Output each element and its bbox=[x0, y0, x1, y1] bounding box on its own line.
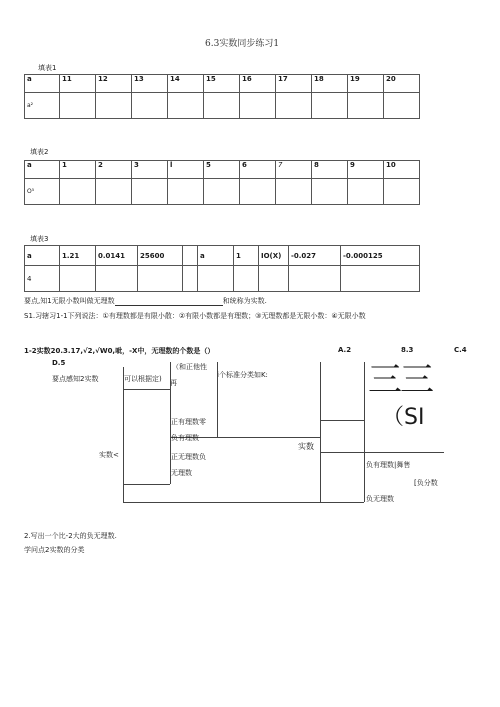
negative-irrational-text: 负无理数 bbox=[366, 495, 394, 503]
table2 bbox=[24, 160, 420, 205]
table2-empty-cell bbox=[132, 179, 168, 205]
question-2: 2.写出一个比-2大的负无理数. bbox=[24, 532, 117, 540]
table1-cell: 12 bbox=[96, 75, 132, 93]
negative-rational-text-2: 负有理数|舞售 bbox=[366, 461, 411, 469]
table1-empty-cell bbox=[132, 93, 168, 119]
table1-cell: 14 bbox=[168, 75, 204, 93]
table3-empty-cell bbox=[289, 266, 341, 292]
frame-vline bbox=[217, 362, 218, 437]
practice-1-1: S1.习辖习1-1下列说法：①有理数都是有限小散：②有限小数都是有理数；③无理数都是无限小数：④无限小数 bbox=[24, 312, 366, 320]
keypoint1-pre: 要点,知1无限小数叫做无理数 bbox=[24, 297, 115, 305]
table3-empty-cell bbox=[198, 266, 234, 292]
frame-hline bbox=[320, 452, 364, 453]
table3-cell: -0.000125 bbox=[341, 246, 420, 266]
table1-cell: 20 bbox=[384, 75, 420, 93]
table2-empty-cell bbox=[384, 179, 420, 205]
table3-empty-cell bbox=[341, 266, 420, 292]
table2-cell: 1 bbox=[60, 161, 96, 179]
negative-rational-text: 负有理数 bbox=[171, 434, 199, 442]
table1-cell: 15 bbox=[204, 75, 240, 93]
real-number-mid-label: 实数 bbox=[298, 442, 314, 451]
table2-cell: 8 bbox=[312, 161, 348, 179]
table3-cell: 1 bbox=[234, 246, 259, 266]
table2-cell: 2 bbox=[96, 161, 132, 179]
table2-cell: 9 bbox=[348, 161, 384, 179]
table3-row2-label: 4 bbox=[25, 266, 60, 292]
table3-empty-cell bbox=[96, 266, 138, 292]
table3-caption: 填表3 bbox=[30, 235, 49, 243]
frame-hline bbox=[123, 484, 170, 485]
table1-cell: 19 bbox=[348, 75, 384, 93]
answer-blank[interactable] bbox=[115, 298, 223, 306]
table1-empty-cell bbox=[60, 93, 96, 119]
keypoint2-label: 要点感知2实数 bbox=[52, 375, 99, 383]
can-determine-text: 可以根据定) bbox=[124, 375, 162, 383]
table1-row2-label: a² bbox=[25, 93, 60, 119]
table2-empty-cell bbox=[240, 179, 276, 205]
table3-cell: IO(X) bbox=[259, 246, 289, 266]
positive-negative-text-1: （和正他性 bbox=[172, 363, 207, 371]
frame-vline bbox=[320, 362, 321, 502]
table1 bbox=[24, 74, 420, 119]
table1-cell: 16 bbox=[240, 75, 276, 93]
table1-cell: 18 bbox=[312, 75, 348, 93]
keypoint1 bbox=[24, 296, 267, 306]
frame-hline bbox=[123, 389, 170, 390]
table1-cell: 11 bbox=[60, 75, 96, 93]
table3-cell: 1.21 bbox=[60, 246, 96, 266]
positive-irrational-text: 正无理数负 bbox=[171, 453, 206, 461]
scribble-lines: 三三 bbox=[368, 360, 432, 400]
table3-empty-cell bbox=[234, 266, 259, 292]
table2-cell: 6 bbox=[240, 161, 276, 179]
table2-cell: l bbox=[168, 161, 204, 179]
keypoint1-post: 和统称为实数. bbox=[222, 297, 267, 305]
table3-cell: a bbox=[198, 246, 234, 266]
table1-empty-cell bbox=[240, 93, 276, 119]
frame-hline bbox=[320, 420, 364, 421]
table1-empty-cell bbox=[168, 93, 204, 119]
table2-empty-cell bbox=[96, 179, 132, 205]
positive-rational-text: 正有理数零 bbox=[171, 418, 206, 426]
irrational-text: 无理数 bbox=[171, 469, 192, 477]
table2-cell: 10 bbox=[384, 161, 420, 179]
table1-empty-cell bbox=[384, 93, 420, 119]
table3-cell: a bbox=[25, 246, 60, 266]
real-number-left-label: 实数< bbox=[99, 451, 119, 459]
table1-empty-cell bbox=[276, 93, 312, 119]
table2-cell: 7 bbox=[276, 161, 312, 179]
table3-cell: -0.027 bbox=[289, 246, 341, 266]
table3-cell: 0.0141 bbox=[96, 246, 138, 266]
table2-empty-cell bbox=[60, 179, 96, 205]
option-c: C.4 bbox=[454, 346, 467, 354]
table3-cell: 25600 bbox=[138, 246, 183, 266]
page-title: 6.3实数同步练习1 bbox=[205, 39, 280, 49]
option-d: D.5 bbox=[52, 359, 66, 367]
table3-cell bbox=[183, 246, 198, 266]
table2-empty-cell bbox=[312, 179, 348, 205]
table3 bbox=[24, 245, 420, 292]
frame-hline bbox=[123, 502, 364, 503]
frame-vline bbox=[364, 362, 365, 502]
keypoint3-label: 学问点2实数的分类 bbox=[24, 546, 85, 554]
option-b: 8.3 bbox=[401, 346, 414, 354]
table1-cell: 13 bbox=[132, 75, 168, 93]
positive-negative-text-2: 再 bbox=[170, 379, 177, 387]
table1-caption: 填表1 bbox=[38, 64, 57, 72]
table2-cell: a bbox=[25, 161, 60, 179]
negative-fraction-text: [负分数 bbox=[414, 479, 438, 487]
table2-empty-cell bbox=[204, 179, 240, 205]
table1-cell: 17 bbox=[276, 75, 312, 93]
table2-cell: 3 bbox=[132, 161, 168, 179]
table2-cell: 5 bbox=[204, 161, 240, 179]
scribble-si: （SI bbox=[382, 405, 425, 430]
table3-empty-cell bbox=[259, 266, 289, 292]
table1-empty-cell bbox=[96, 93, 132, 119]
table3-empty-cell bbox=[138, 266, 183, 292]
question-1-2: 1-2实数20.3.17,√2,√W0,呲，-X中，无理数的个数是（） bbox=[24, 347, 215, 355]
table3-empty-cell bbox=[183, 266, 198, 292]
table2-empty-cell bbox=[276, 179, 312, 205]
table2-empty-cell bbox=[348, 179, 384, 205]
table1-cell: a bbox=[25, 75, 60, 93]
classify-text: i个标准分类如K: bbox=[217, 371, 268, 379]
frame-hline bbox=[364, 452, 444, 453]
table1-empty-cell bbox=[312, 93, 348, 119]
table1-empty-cell bbox=[348, 93, 384, 119]
frame-vline bbox=[123, 367, 124, 502]
table2-row2-label: O⁵ bbox=[25, 179, 60, 205]
table3-empty-cell bbox=[60, 266, 96, 292]
table2-empty-cell bbox=[168, 179, 204, 205]
table1-empty-cell bbox=[204, 93, 240, 119]
table2-caption: 填表2 bbox=[30, 148, 49, 156]
option-a: A.2 bbox=[338, 346, 352, 354]
